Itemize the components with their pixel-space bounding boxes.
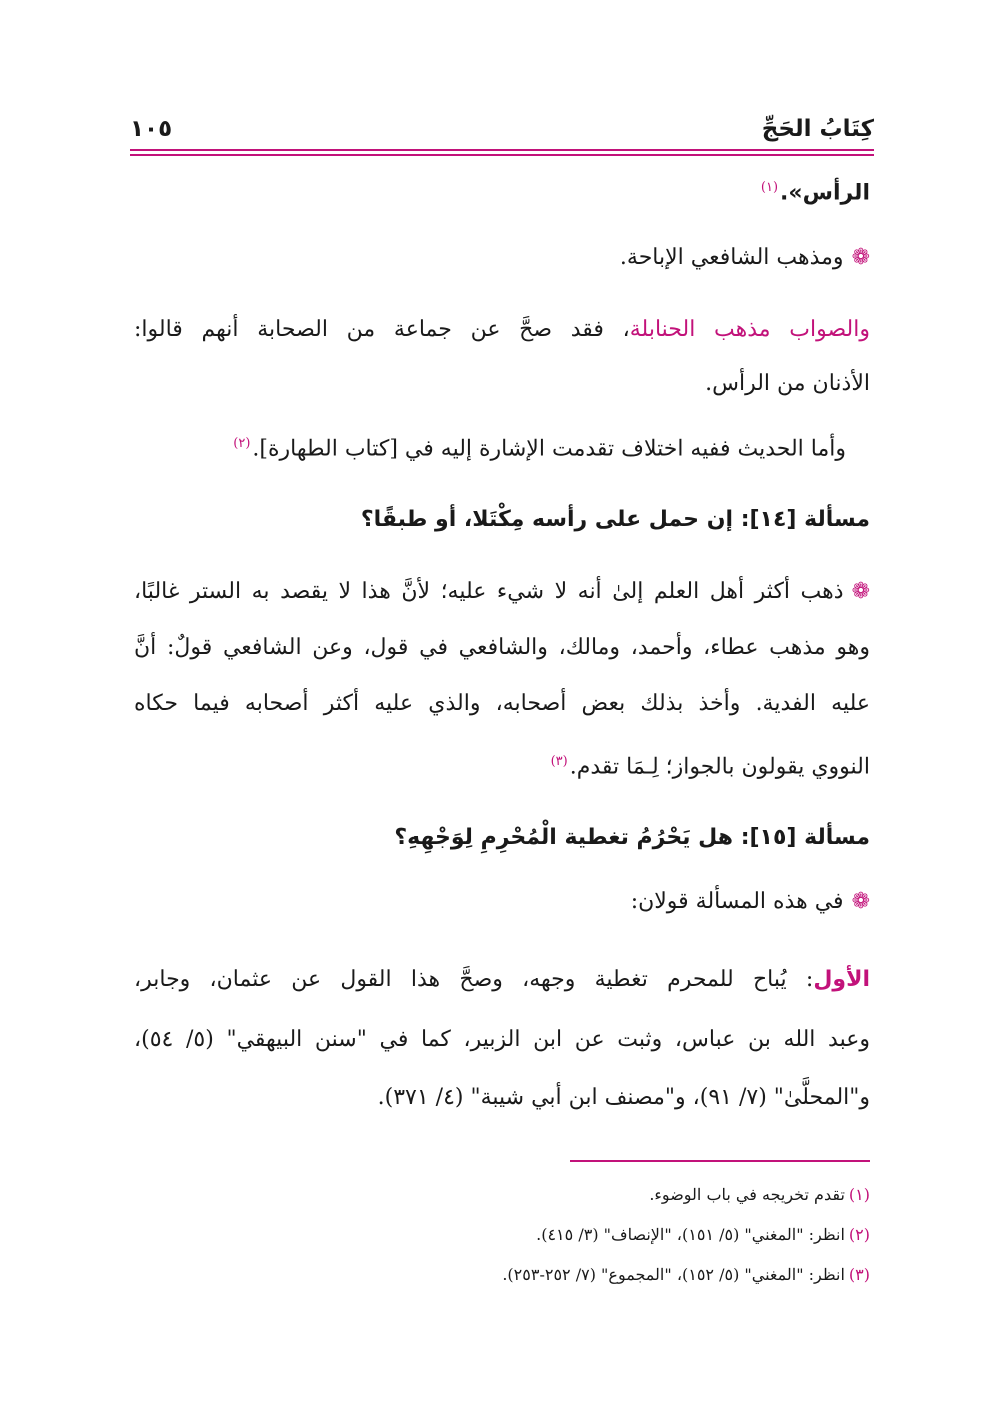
header-rule-bottom [130, 154, 874, 156]
heading-label: مسألة [١٥]: [740, 825, 870, 850]
header-rule-top [130, 149, 874, 151]
flower-ornament-icon: ❁ [851, 889, 870, 914]
heading-text: إن حمل على رأسه مِكْتَلا، أو طبقًا؟ [360, 507, 734, 532]
section-heading [134, 818, 870, 858]
footnote-ref[interactable]: (١) [760, 180, 779, 195]
text-line: الرأس».$^{(١)}$ [760, 180, 870, 206]
text-line: و"المحلَّىٰ" (٧/ ٩١)، و"مصنف ابن أبي شيبة" (٤/ ٣٧١). [377, 1085, 870, 1110]
footnote: (٢)انظر: "المغني" (٥/ ١٥١)، "الإنصاف" (٣/ ٤١٥). [536, 1225, 870, 1244]
text-line: وهو مذهب عطاء، وأحمد، ومالك، والشافعي في قول، وعن الشافعي قولٌ: أنَّ [134, 635, 870, 660]
footnote-number: (٢) [848, 1225, 870, 1244]
footnote-ref[interactable]: (٣) [550, 754, 568, 769]
text-line: والصواب مذهب الحنابلة، فقد صحَّ عن جماعة من الصحابة أنهم قالوا: [134, 317, 870, 342]
text-line: وأما الحديث ففيه اختلاف تقدمت الإشارة إليه في [كتاب الطهارة].$^{(٢)}$ [233, 436, 846, 462]
flower-ornament-icon: ❁ [851, 245, 870, 270]
page-number: ١٠٥ [130, 116, 173, 142]
opinion-label: الأول [813, 967, 870, 992]
heading-text: هل يَحْرُمُ تغطية الْمُحْرِمِ لِوَجْهِهِ؟ [394, 825, 734, 850]
highlighted-phrase: والصواب مذهب الحنابلة [629, 317, 870, 342]
footnote-ref[interactable]: (٢) [233, 436, 251, 451]
footnote-separator [570, 1160, 870, 1162]
text-line: وعبد الله بن عباس، وثبت عن ابن الزبير، كما في "سنن البيهقي" (٥/ ٥٤)، [134, 1027, 870, 1052]
flower-ornament-icon: ❁ [851, 579, 870, 604]
text-line: ❁ذهب أكثر أهل العلم إلىٰ أنه لا شيء عليه؛ لأنَّ هذا لا يقصد به الستر غالبًا، [134, 572, 870, 612]
text-line: ❁ومذهب الشافعي الإباحة. [134, 238, 870, 278]
footnote: (١)تقدم تخريجه في باب الوضوء. [649, 1185, 870, 1204]
section-heading [134, 500, 870, 540]
heading-label: مسألة [١٤]: [740, 507, 870, 532]
text-line: عليه الفدية. وأخذ بذلك بعض أصحابه، والذي عليه أكثر أصحابه فيما حكاه [134, 691, 870, 716]
text-line: الأول: يُباح للمحرم تغطية وجهه، وصحَّ هذا القول عن عثمان، وجابر، [134, 967, 870, 992]
footnote-number: (١) [848, 1185, 870, 1204]
text-line: النووي يقولون بالجواز؛ لِـمَا تقدم.$^{(٣)}$ [550, 754, 870, 780]
text-line: ❁في هذه المسألة قولان: [134, 882, 870, 922]
running-header [130, 112, 874, 150]
footnote-number: (٣) [848, 1265, 870, 1284]
text-line: الأذنان من الرأس. [705, 371, 870, 396]
footnote: (٣)انظر: "المغني" (٥/ ١٥٢)، "المجموع" (٧/ ٢٥٢-٢٥٣). [502, 1265, 870, 1284]
book-title: كِتَابُ الحَجِّ [761, 116, 874, 142]
